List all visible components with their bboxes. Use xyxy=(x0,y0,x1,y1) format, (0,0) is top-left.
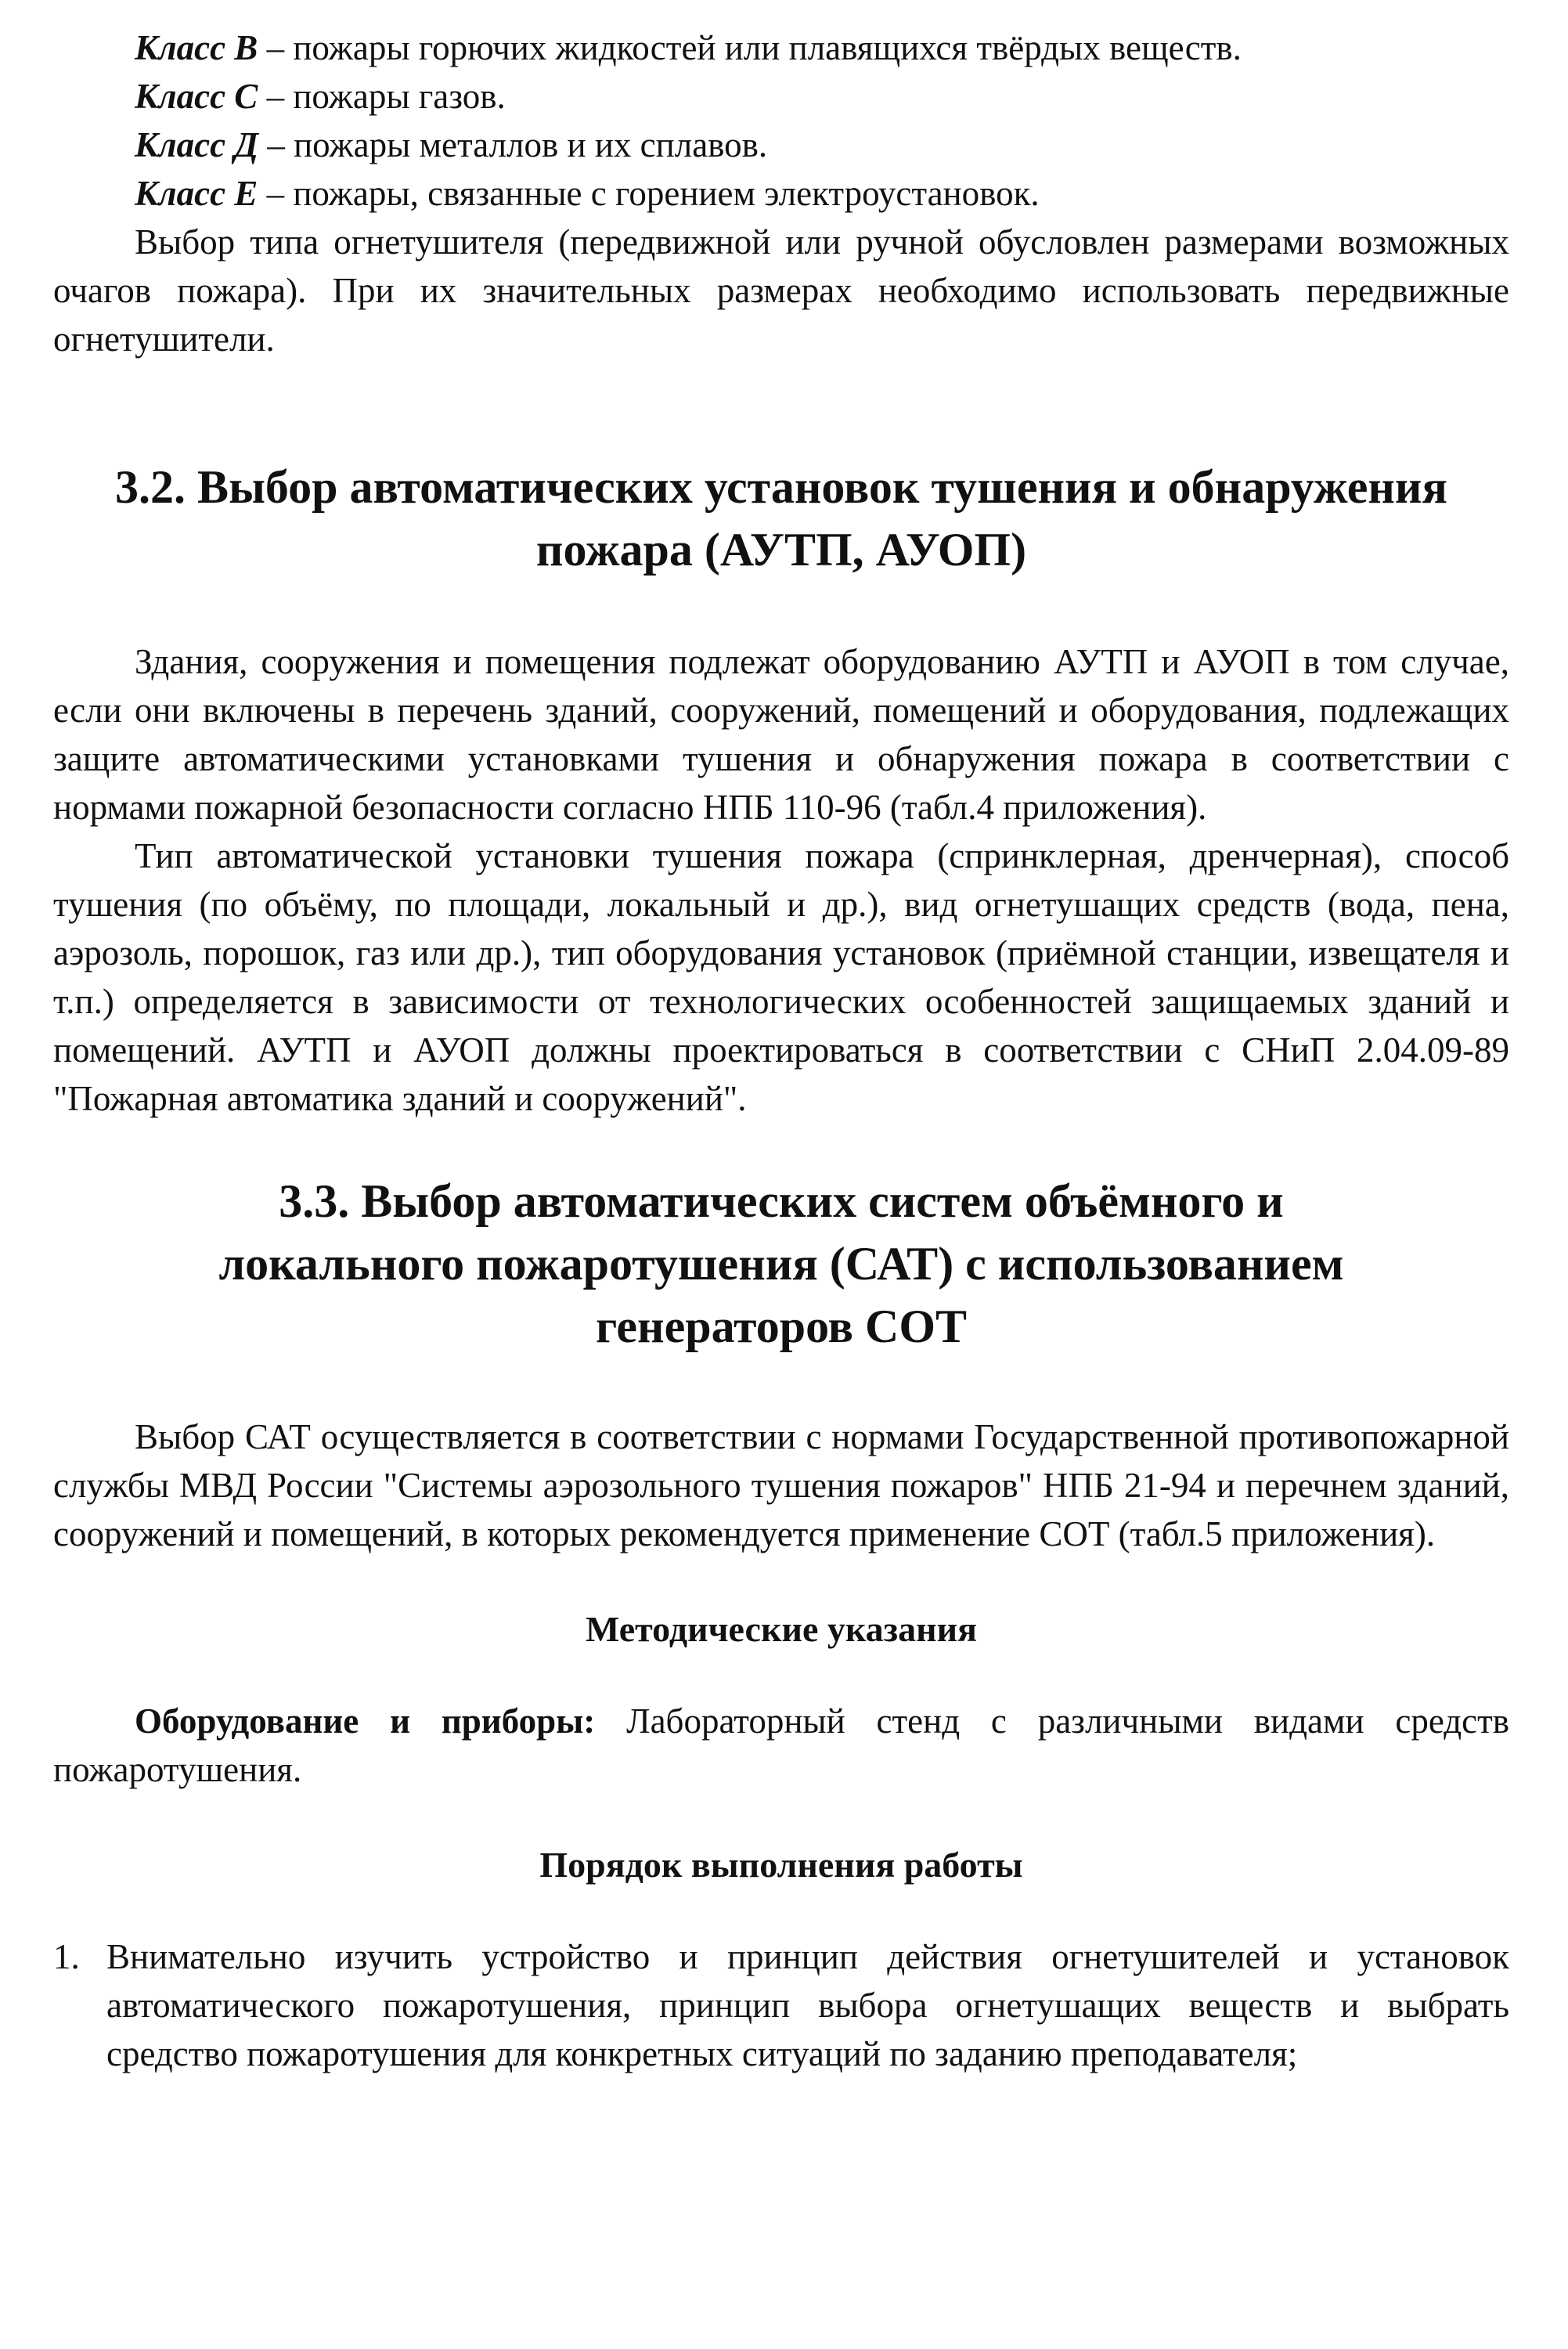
step-text: Внимательно изучить устройство и принцип действия огнетушителей и установок автоматического пожаротушения, принцип выбора огнетушащих веществ и выбрать средство пожаротушения для конкретных ситуаций по заданию преподавателя; xyxy=(106,1937,1509,2073)
intro-paragraph: Выбор типа огнетушителя (передвижной или ручной обусловлен размерами возможных очагов пожара). При их значительных размерах необходимо использовать передвижные огнетушители. xyxy=(53,222,1509,359)
section-3-2-heading: 3.2. Выбор автоматических установок тушения и обнаружения пожара (АУТП, АУОП) xyxy=(115,461,1447,576)
methodical-title: Методические указания xyxy=(585,1609,978,1649)
procedure-step xyxy=(53,1932,1509,2078)
section-3-2-paragraph-2: Тип автоматической установки тушения пожара (спринклерная, дренчерная), способ тушения (по объёму, по площади, локальный и др.), вид огнетушащих средств (вода, пена, аэрозоль, порошок, газ или др.), тип оборудования установок (приёмной станции, извещателя и т.п.) определяется в зависимости от технологических особенностей защищаемых зданий и помещений. АУТП и АУОП должны проектироваться в соответствии с СНиП 2.04.09-89 "Пожарная автоматика зданий и сооружений". xyxy=(53,836,1509,1118)
equipment-label: Оборудование и приборы: xyxy=(135,1701,596,1741)
fire-class-d: Класс Д – пожары металлов и их сплавов. xyxy=(135,125,768,164)
fire-class-list xyxy=(53,23,1509,218)
document-page xyxy=(53,23,1509,2078)
step-number: 1. xyxy=(53,1937,80,1976)
fire-class-e: Класс Е – пожары, связанные с горением электроустановок. xyxy=(135,174,1040,213)
section-3-3-heading xyxy=(53,1170,1509,1358)
section-3-3-heading-line1: 3.3. Выбор автоматических систем объёмного и xyxy=(279,1175,1284,1227)
fire-class-b: Класс В – пожары горючих жидкостей или плавящихся твёрдых веществ. xyxy=(135,28,1242,67)
section-3-3-paragraph: Выбор САТ осуществляется в соответствии с нормами Государственной противопожарной службы МВД России "Системы аэрозольного тушения пожаров" НПБ 21-94 и перечнем зданий, сооружений и помещений, в которых рекомендуется применение СОТ (табл.5 приложения). xyxy=(53,1417,1509,1553)
section-3-3-heading-line3: генераторов СОТ xyxy=(595,1301,968,1352)
section-3-3-heading-line2: локального пожаротушения (САТ) с использованием xyxy=(218,1238,1344,1290)
section-3-2-paragraph-1: Здания, сооружения и помещения подлежат оборудованию АУТП и АУОП в том случае, если они включены в перечень зданий, сооружений, помещений и оборудования, подлежащих защите автоматическими установками тушения и обнаружения пожара в соответствии с нормами пожарной безопасности согласно НПБ 110-96 (табл.4 приложения). xyxy=(53,642,1509,827)
procedure-title: Порядок выполнения работы xyxy=(539,1845,1023,1885)
procedure-steps xyxy=(53,1932,1509,2078)
fire-class-c: Класс С – пожары газов. xyxy=(135,77,506,116)
equipment-text: Лабораторный стенд с различными видами средств пожаротушения. xyxy=(53,1701,1509,1789)
equipment-paragraph xyxy=(53,1697,1509,1794)
